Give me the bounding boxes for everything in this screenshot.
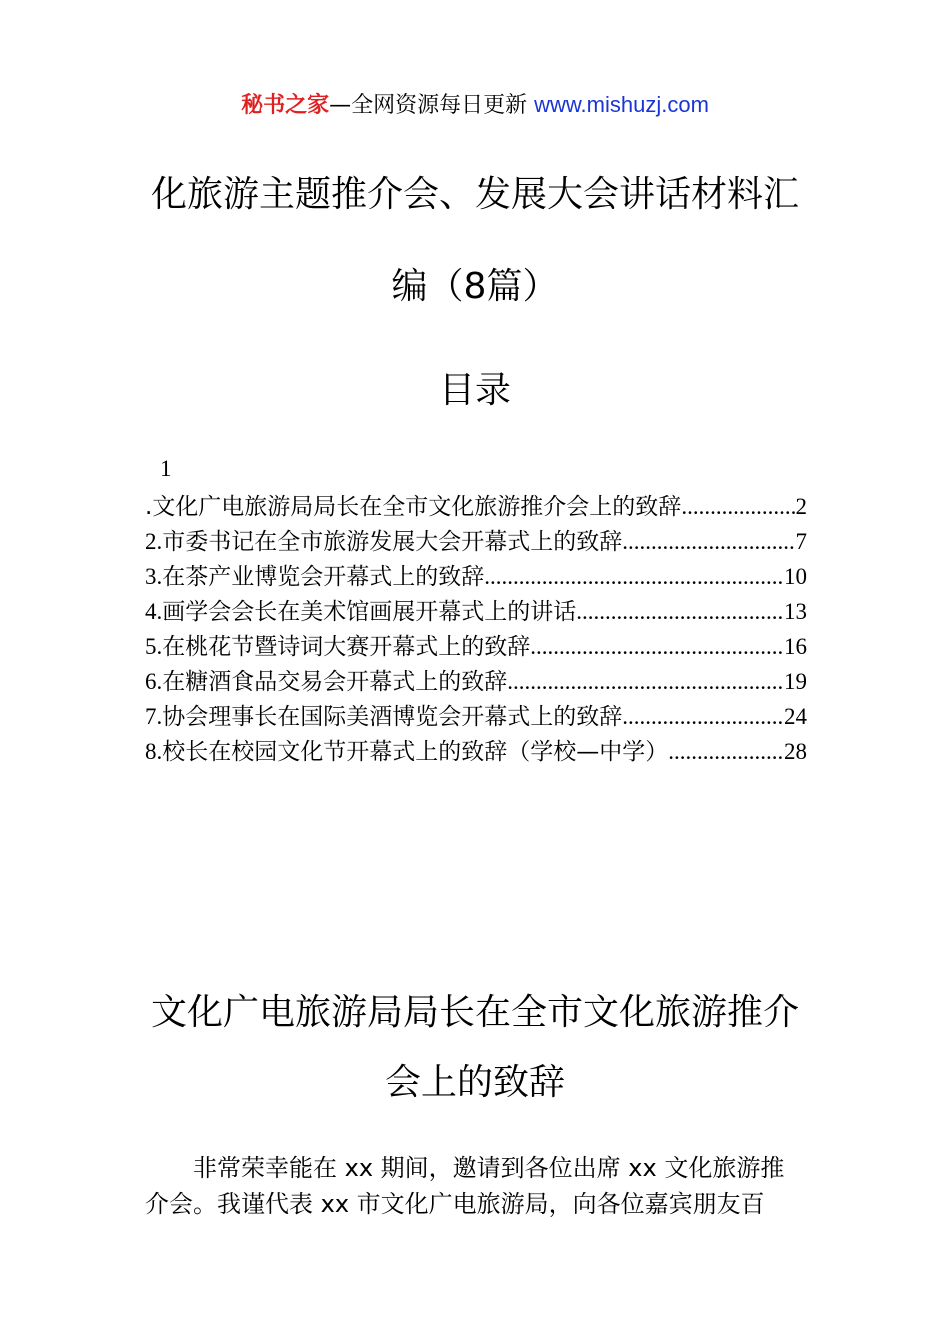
brand-name: 秘书之家 [241,93,330,118]
toc-page-number: 24 [784,704,807,729]
toc-leader-dots [668,739,784,765]
toc-item-text: 协会理事长在国际美酒博览会开幕式上的致辞 [162,704,623,730]
toc-page-number: 2 [795,494,807,519]
toc-leader-dots [622,529,795,555]
toc-first-number: 1 [160,456,172,481]
section-title-line1: 文化广电旅游局局长在全市文化旅游推介 [150,992,799,1033]
body-paragraph-line1: 非常荣幸能在 xx 期间，邀请到各位出席 xx 文化旅游推 [193,1154,785,1182]
toc-item-7[interactable]: 7.协会理事长在国际美酒博览会开幕式上的致辞 ..... 24 [145,698,807,733]
toc-item-8[interactable]: 8.校长在校园文化节开幕式上的致辞（学校—中学） ..... 28 [145,733,807,768]
toc-leader-dots [530,634,784,660]
toc-leader-dots [507,669,784,695]
toc-item-text: 画学会会长在美术馆画展开幕式上的讲话 [162,599,577,625]
document-title-line1: 化旅游主题推介会、发展大会讲话材料汇 [150,174,799,215]
toc-page-number: 10 [784,564,807,589]
toc-item-2[interactable]: 2.市委书记在全市旅游发展大会开幕式上的致辞 ..... 7 [145,523,807,558]
toc-page-number: 13 [784,599,807,624]
toc-page-number: 19 [784,669,807,694]
site-header [0,88,950,119]
toc-item-text: 校长在校园文化节开幕式上的致辞（学校—中学） [162,739,669,765]
toc-leader-dots [681,494,795,520]
table-of-contents [145,488,807,768]
toc-item-text: 市委书记在全市旅游发展大会开幕式上的致辞 [162,529,623,555]
toc-item-3[interactable]: 3.在茶产业博览会开幕式上的致辞 ..... 10 [145,558,807,593]
toc-item-4[interactable]: 4.画学会会长在美术馆画展开幕式上的讲话 ..... 13 [145,593,807,628]
document-title-line2: 编（8篇） [391,266,559,307]
toc-item-1[interactable] [145,488,807,523]
toc-leader-dots [622,704,784,730]
body-paragraph-line2: 介会。我谨代表 xx 市文化广电旅游局，向各位嘉宾朋友百 [145,1190,765,1218]
header-tagline: —全网资源每日更新 [329,93,535,118]
toc-item-6[interactable]: 6.在糖酒食品交易会开幕式上的致辞 ..... 19 [145,663,807,698]
site-url-link[interactable]: www.mishuzj.com [534,92,709,117]
toc-page-number: 16 [784,634,807,659]
toc-title: 目录 [438,370,511,411]
toc-page-number: 7 [795,529,807,554]
toc-item-text: .文化广电旅游局局长在全市文化旅游推介会上的致辞 [145,494,682,520]
toc-item-text: 在桃花节暨诗词大赛开幕式上的致辞 [162,634,531,660]
toc-item-text: 在糖酒食品交易会开幕式上的致辞 [162,669,508,695]
toc-page-number: 28 [784,739,807,764]
section-title-line2: 会上的致辞 [384,1062,565,1103]
toc-item-5[interactable]: 5.在桃花节暨诗词大赛开幕式上的致辞 ..... 16 [145,628,807,663]
toc-leader-dots [576,599,784,625]
toc-item-text: 在茶产业博览会开幕式上的致辞 [162,564,485,590]
toc-leader-dots [484,564,784,590]
